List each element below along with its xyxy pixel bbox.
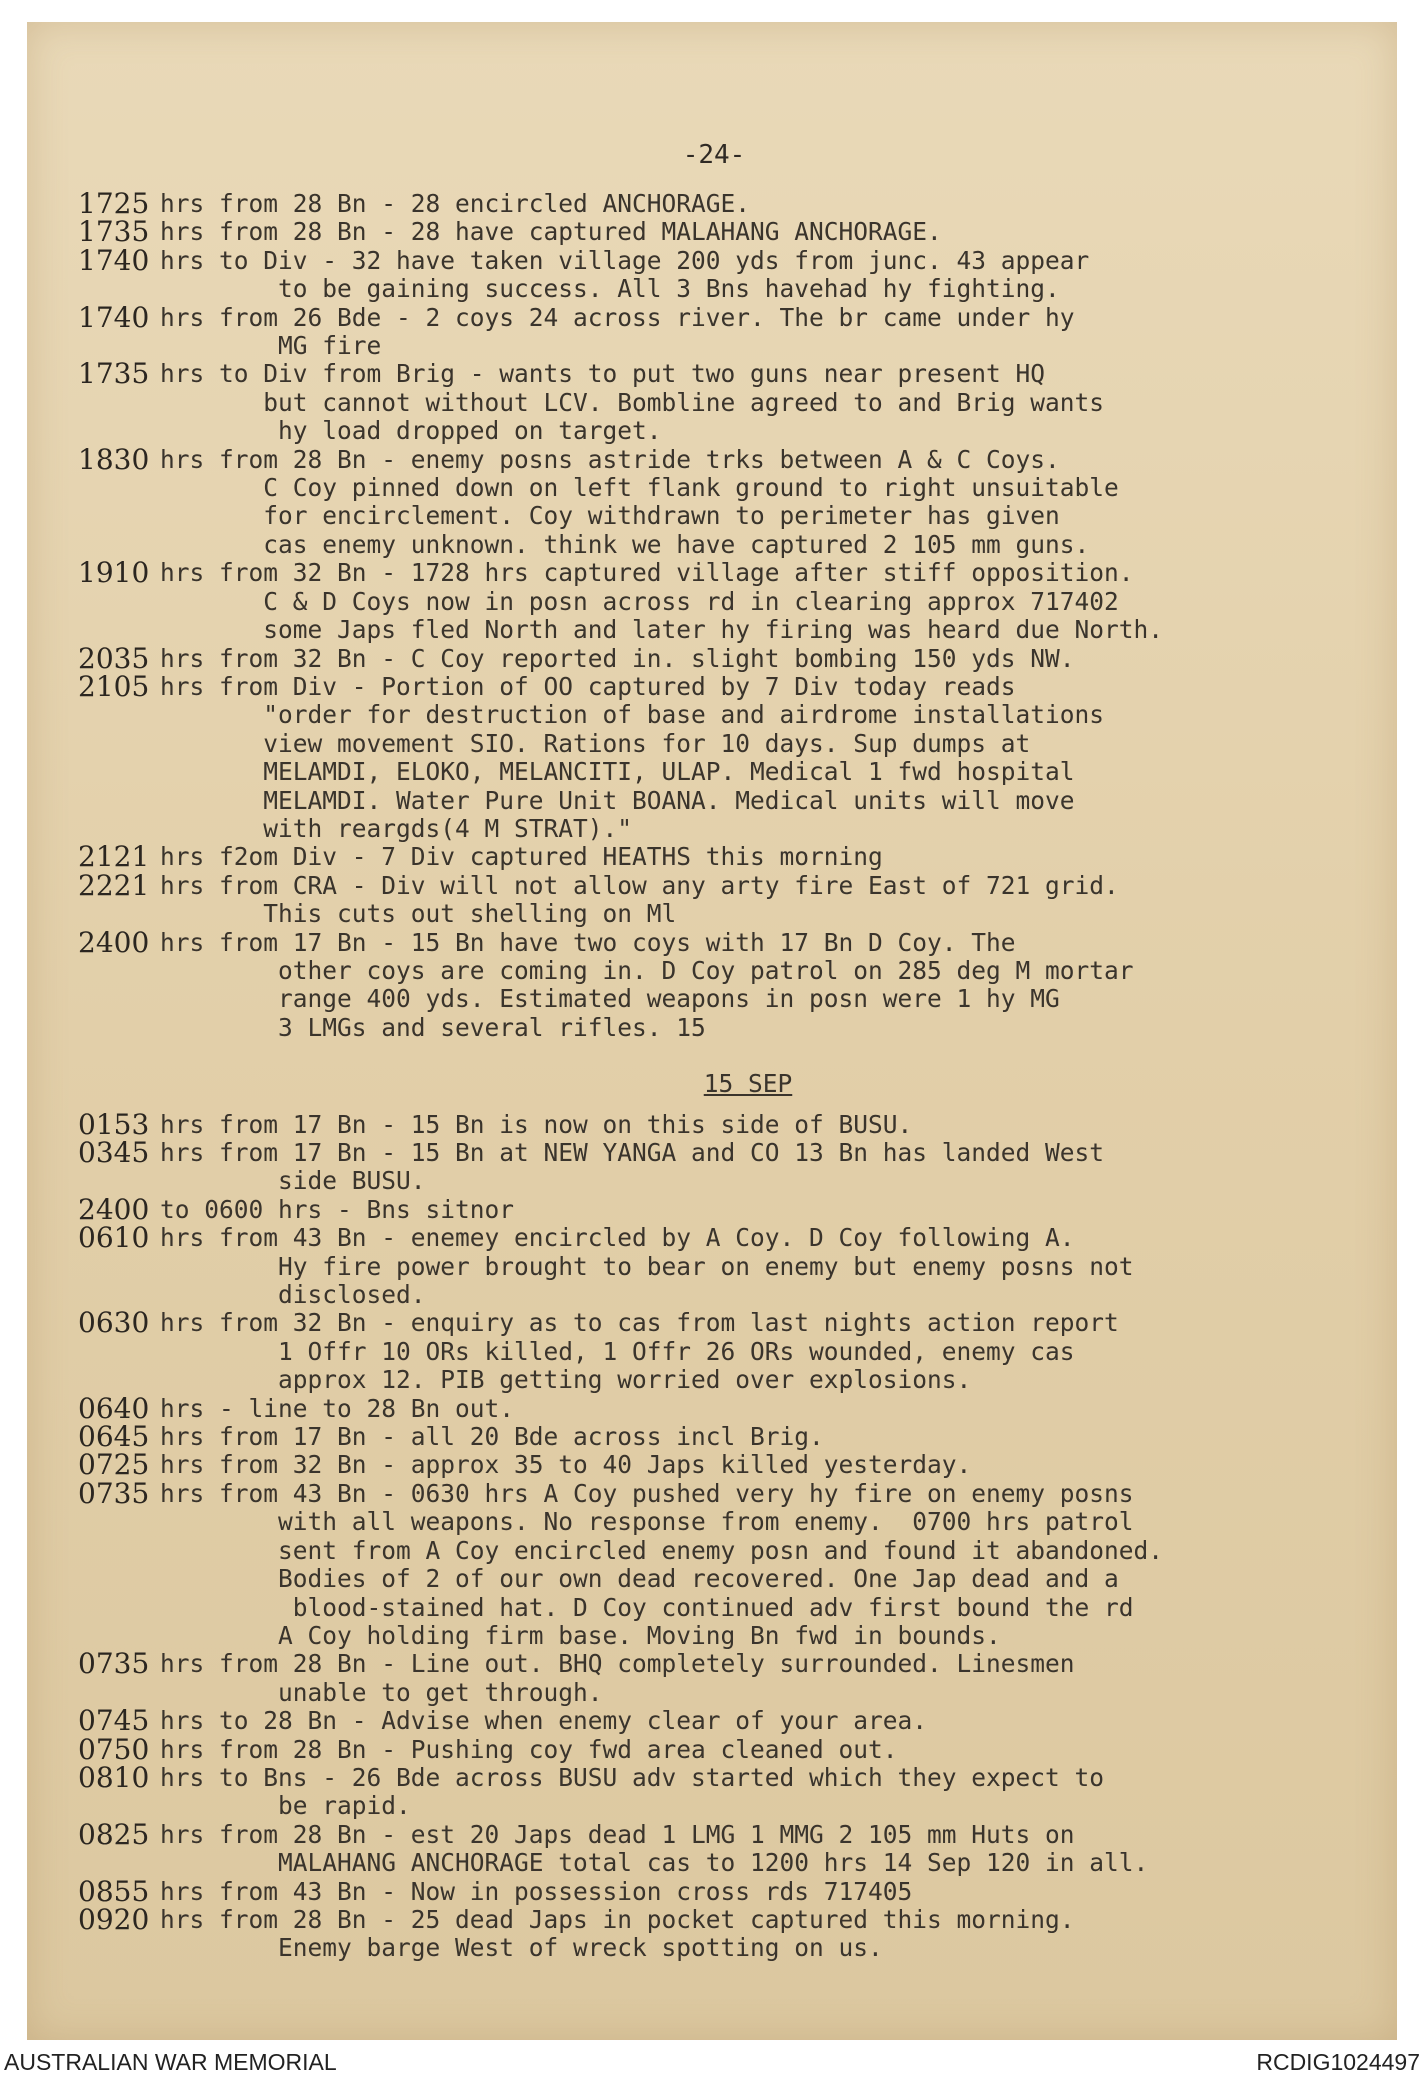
entry-line: hrs to Div from Brig - wants to put two guns near present HQ	[160, 359, 1046, 389]
entry-text	[160, 1736, 1308, 1764]
entry-line: hrs from 28 Bn - 28 have captured MALAHANG ANCHORAGE.	[160, 217, 942, 247]
entry-text	[160, 218, 1308, 246]
entry-text	[160, 360, 1308, 445]
entry-time: 0735	[78, 1647, 150, 1681]
entry-line: hrs from Div - Portion of OO captured by 7 Div today reads	[160, 671, 1016, 701]
entry-line: hrs from 43 Bn - Now in possession cross rds 717405	[160, 1876, 913, 1906]
log-entry	[78, 1221, 1308, 1310]
entry-line: for encirclement. Coy withdrawn to perimeter has given	[160, 501, 1060, 531]
entry-line: Hy fire power brought to bear on enemy but enemy posns not	[160, 1251, 1134, 1281]
entry-line: but cannot without LCV. Bombline agreed to and Brig wants	[160, 387, 1105, 417]
war-diary-log	[78, 187, 1308, 1963]
entry-line: hrs from 43 Bn - enemey encircled by A Coy. D Coy following A.	[160, 1223, 1075, 1253]
log-entry	[78, 442, 1308, 560]
entry-line: sent from A Coy encircled enemy posn and found it abandoned.	[160, 1535, 1164, 1565]
log-entry	[78, 1391, 1308, 1425]
entry-line: hrs - line to 28 Bn out.	[160, 1393, 515, 1423]
entry-line: be rapid.	[160, 1791, 411, 1821]
entry-line: hrs from 32 Bn - 1728 hrs captured village after stiff opposition.	[160, 558, 1134, 588]
entry-line: hrs from 32 Bn - enquiry as to cas from last nights action report	[160, 1308, 1119, 1338]
log-entry	[78, 1420, 1308, 1454]
log-entry	[78, 187, 1308, 220]
log-entry	[78, 868, 1308, 929]
log-entry	[78, 1760, 1308, 1821]
log-entry	[78, 1448, 1308, 1482]
entry-line: cas enemy unknown. think we have captured 2 105 mm guns.	[160, 529, 1090, 559]
entry-time: 2400	[78, 1192, 150, 1226]
entry-line: MALAHANG ANCHORAGE total cas to 1200 hrs 14 Sep 120 in all.	[160, 1848, 1149, 1878]
entry-text	[160, 1764, 1308, 1821]
entry-line: to be gaining success. All 3 Bns havehad hy fighting.	[160, 274, 1060, 304]
entry-line: hrs from 43 Bn - 0630 hrs A Coy pushed very hy fire on enemy posns	[160, 1478, 1134, 1508]
entry-time: 1735	[78, 215, 150, 249]
entry-line: blood-stained hat. D Coy continued adv first bound the rd	[160, 1592, 1134, 1622]
entry-time: 1725	[78, 187, 150, 220]
entry-time: 0750	[78, 1732, 150, 1766]
entry-line: Bodies of 2 of our own dead recovered. One Jap dead and a	[160, 1564, 1119, 1594]
entry-line: with all weapons. No response from enemy. 0700 hrs patrol	[160, 1507, 1134, 1537]
entry-line: side BUSU.	[160, 1166, 426, 1196]
log-entry	[78, 1107, 1308, 1141]
log-entry	[78, 243, 1308, 304]
entry-time: 0725	[78, 1448, 150, 1482]
entry-time: 1735	[78, 357, 150, 391]
entry-line: some Japs fled North and later hy firing was heard due North.	[160, 615, 1164, 645]
entry-text	[160, 1395, 1308, 1423]
entry-text	[160, 1309, 1308, 1394]
entry-line: C Coy pinned down on left flank ground to right unsuitable	[160, 473, 1119, 503]
entry-text	[160, 1480, 1308, 1650]
log-entry	[78, 1476, 1308, 1650]
entry-text	[160, 190, 1308, 218]
entry-text	[160, 872, 1308, 929]
entry-line: hrs to Div - 32 have taken village 200 yds from junc. 43 appear	[160, 245, 1090, 275]
log-entry	[78, 669, 1308, 843]
page-number: -24-	[682, 140, 746, 170]
entry-text	[160, 1423, 1308, 1451]
entry-line: hrs f2om Div - 7 Div captured HEATHS this morning	[160, 842, 883, 872]
log-entry	[78, 300, 1308, 361]
archive-name: AUSTRALIAN WAR MEMORIAL	[4, 2049, 337, 2075]
entry-time: 2035	[78, 641, 150, 675]
entry-time: 0920	[78, 1902, 150, 1936]
entry-line: hrs from 17 Bn - 15 Bn have two coys with 17 Bn D Coy. The	[160, 927, 1016, 957]
entry-line: hrs from 17 Bn - 15 Bn is now on this side of BUSU.	[160, 1109, 913, 1139]
entry-time: 0610	[78, 1221, 150, 1255]
entry-text	[160, 1878, 1308, 1906]
entry-text	[160, 1111, 1308, 1139]
date-heading: 15 SEP	[703, 1069, 793, 1099]
entry-time: 0745	[78, 1704, 150, 1738]
entry-line: MG fire	[160, 331, 382, 361]
log-entry	[78, 1192, 1308, 1226]
entry-text	[160, 1196, 1308, 1224]
entry-time: 1910	[78, 556, 150, 590]
log-entries-before	[78, 187, 1308, 1042]
log-entry	[78, 1874, 1308, 1908]
entry-line: hy load dropped on target.	[160, 416, 662, 446]
entry-time: 1740	[78, 243, 150, 277]
entry-line: hrs from 32 Bn - approx 35 to 40 Japs killed yesterday.	[160, 1450, 972, 1480]
entry-line: hrs from 28 Bn - Pushing coy fwd area cleaned out.	[160, 1734, 898, 1764]
log-entry	[78, 1704, 1308, 1738]
entry-time: 1830	[78, 442, 150, 476]
entry-text	[160, 1650, 1308, 1707]
entry-time: 2121	[78, 840, 150, 874]
entry-line: to 0600 hrs - Bns sitnor	[160, 1194, 515, 1224]
entry-time: 0825	[78, 1817, 150, 1851]
log-entry	[78, 1136, 1308, 1196]
entry-line: Enemy barge West of wreck spotting on us.	[160, 1933, 883, 1963]
entry-text	[160, 1224, 1308, 1309]
log-entries-after	[78, 1107, 1308, 1963]
log-entry	[78, 840, 1308, 874]
entry-line: with reargds(4 M STRAT)."	[160, 813, 633, 843]
entry-time: 0345	[78, 1136, 150, 1169]
entry-time: 0640	[78, 1391, 150, 1425]
entry-line: unable to get through.	[160, 1677, 603, 1707]
entry-text	[160, 645, 1308, 673]
log-entry	[78, 641, 1308, 675]
archive-footer	[0, 2040, 1428, 2082]
entry-line: "order for destruction of base and airdrome installations	[160, 700, 1105, 730]
entry-line: other coys are coming in. D Coy patrol on 285 deg M mortar	[160, 955, 1134, 985]
entry-line: A Coy holding firm base. Moving Bn fwd in bounds.	[160, 1620, 1001, 1650]
entry-text	[160, 929, 1308, 1043]
log-entry	[78, 357, 1308, 446]
entry-time: 0153	[78, 1107, 150, 1141]
log-entry	[78, 1817, 1308, 1878]
entry-text	[160, 1821, 1308, 1878]
entry-time: 2400	[78, 925, 150, 959]
entry-time: 0855	[78, 1874, 150, 1908]
entry-line: hrs from 28 Bn - est 20 Japs dead 1 LMG 1 MMG 2 105 mm Huts on	[160, 1819, 1075, 1849]
entry-line: hrs from 28 Bn - 25 dead Japs in pocket captured this morning.	[160, 1904, 1075, 1934]
entry-text	[160, 559, 1308, 644]
entry-line: hrs from 28 Bn - 28 encircled ANCHORAGE.	[160, 189, 751, 218]
entry-line: hrs from 28 Bn - enemy posns astride trks between A & C Coys.	[160, 444, 1060, 474]
entry-time: 1740	[78, 300, 150, 334]
entry-line: hrs from 26 Bde - 2 coys 24 across river. The br came under hy	[160, 302, 1075, 332]
log-entry	[78, 1732, 1308, 1766]
log-entry	[78, 1306, 1308, 1395]
entry-line: hrs from 28 Bn - Line out. BHQ completely surrounded. Linesmen	[160, 1649, 1075, 1679]
entry-line: hrs from 17 Bn - all 20 Bde across incl Brig.	[160, 1422, 824, 1452]
entry-text	[160, 1139, 1308, 1196]
entry-line: 1 Offr 10 ORs killed, 1 Offr 26 ORs wounded, enemy cas	[160, 1336, 1075, 1366]
entry-line: range 400 yds. Estimated weapons in posn were 1 hy MG	[160, 984, 1060, 1014]
entry-line: hrs to Bns - 26 Bde across BUSU adv started which they expect to	[160, 1762, 1105, 1792]
entry-text	[160, 304, 1308, 361]
entry-time: 0645	[78, 1420, 150, 1454]
entry-line: This cuts out shelling on Ml	[160, 899, 677, 929]
entry-text	[160, 1707, 1308, 1735]
entry-line: C & D Coys now in posn across rd in clearing approx 717402	[160, 586, 1119, 616]
entry-line: hrs from CRA - Div will not allow any arty fire East of 721 grid.	[160, 870, 1119, 900]
entry-text	[160, 1451, 1308, 1479]
log-entry	[78, 215, 1308, 249]
entry-line: view movement SIO. Rations for 10 days. Sup dumps at	[160, 728, 1031, 758]
entry-time: 0810	[78, 1760, 150, 1794]
entry-line: hrs to 28 Bn - Advise when enemy clear of your area.	[160, 1706, 928, 1736]
entry-text	[160, 1906, 1308, 1963]
entry-line: approx 12. PIB getting worried over explosions.	[160, 1365, 972, 1395]
log-entry	[78, 925, 1308, 1043]
entry-time: 0735	[78, 1476, 150, 1510]
record-id: RCDIG1024497	[1256, 2049, 1420, 2075]
entry-text	[160, 247, 1308, 304]
entry-line: disclosed.	[160, 1280, 426, 1310]
entry-text	[160, 446, 1308, 560]
entry-time: 2221	[78, 868, 150, 902]
log-entry	[78, 556, 1308, 645]
entry-line: hrs from 17 Bn - 15 Bn at NEW YANGA and CO 13 Bn has landed West	[160, 1138, 1105, 1167]
entry-line: MELAMDI, ELOKO, MELANCITI, ULAP. Medical 1 fwd hospital	[160, 757, 1075, 787]
entry-time: 2105	[78, 669, 150, 703]
entry-line: hrs from 32 Bn - C Coy reported in. slight bombing 150 yds NW.	[160, 643, 1075, 673]
log-entry	[78, 1647, 1308, 1707]
entry-time: 0630	[78, 1306, 150, 1340]
entry-text	[160, 843, 1308, 871]
entry-text	[160, 673, 1308, 843]
log-entry	[78, 1902, 1308, 1963]
entry-line: 3 LMGs and several rifles. 15	[160, 1012, 706, 1042]
entry-line: MELAMDI. Water Pure Unit BOANA. Medical units will move	[160, 785, 1075, 815]
